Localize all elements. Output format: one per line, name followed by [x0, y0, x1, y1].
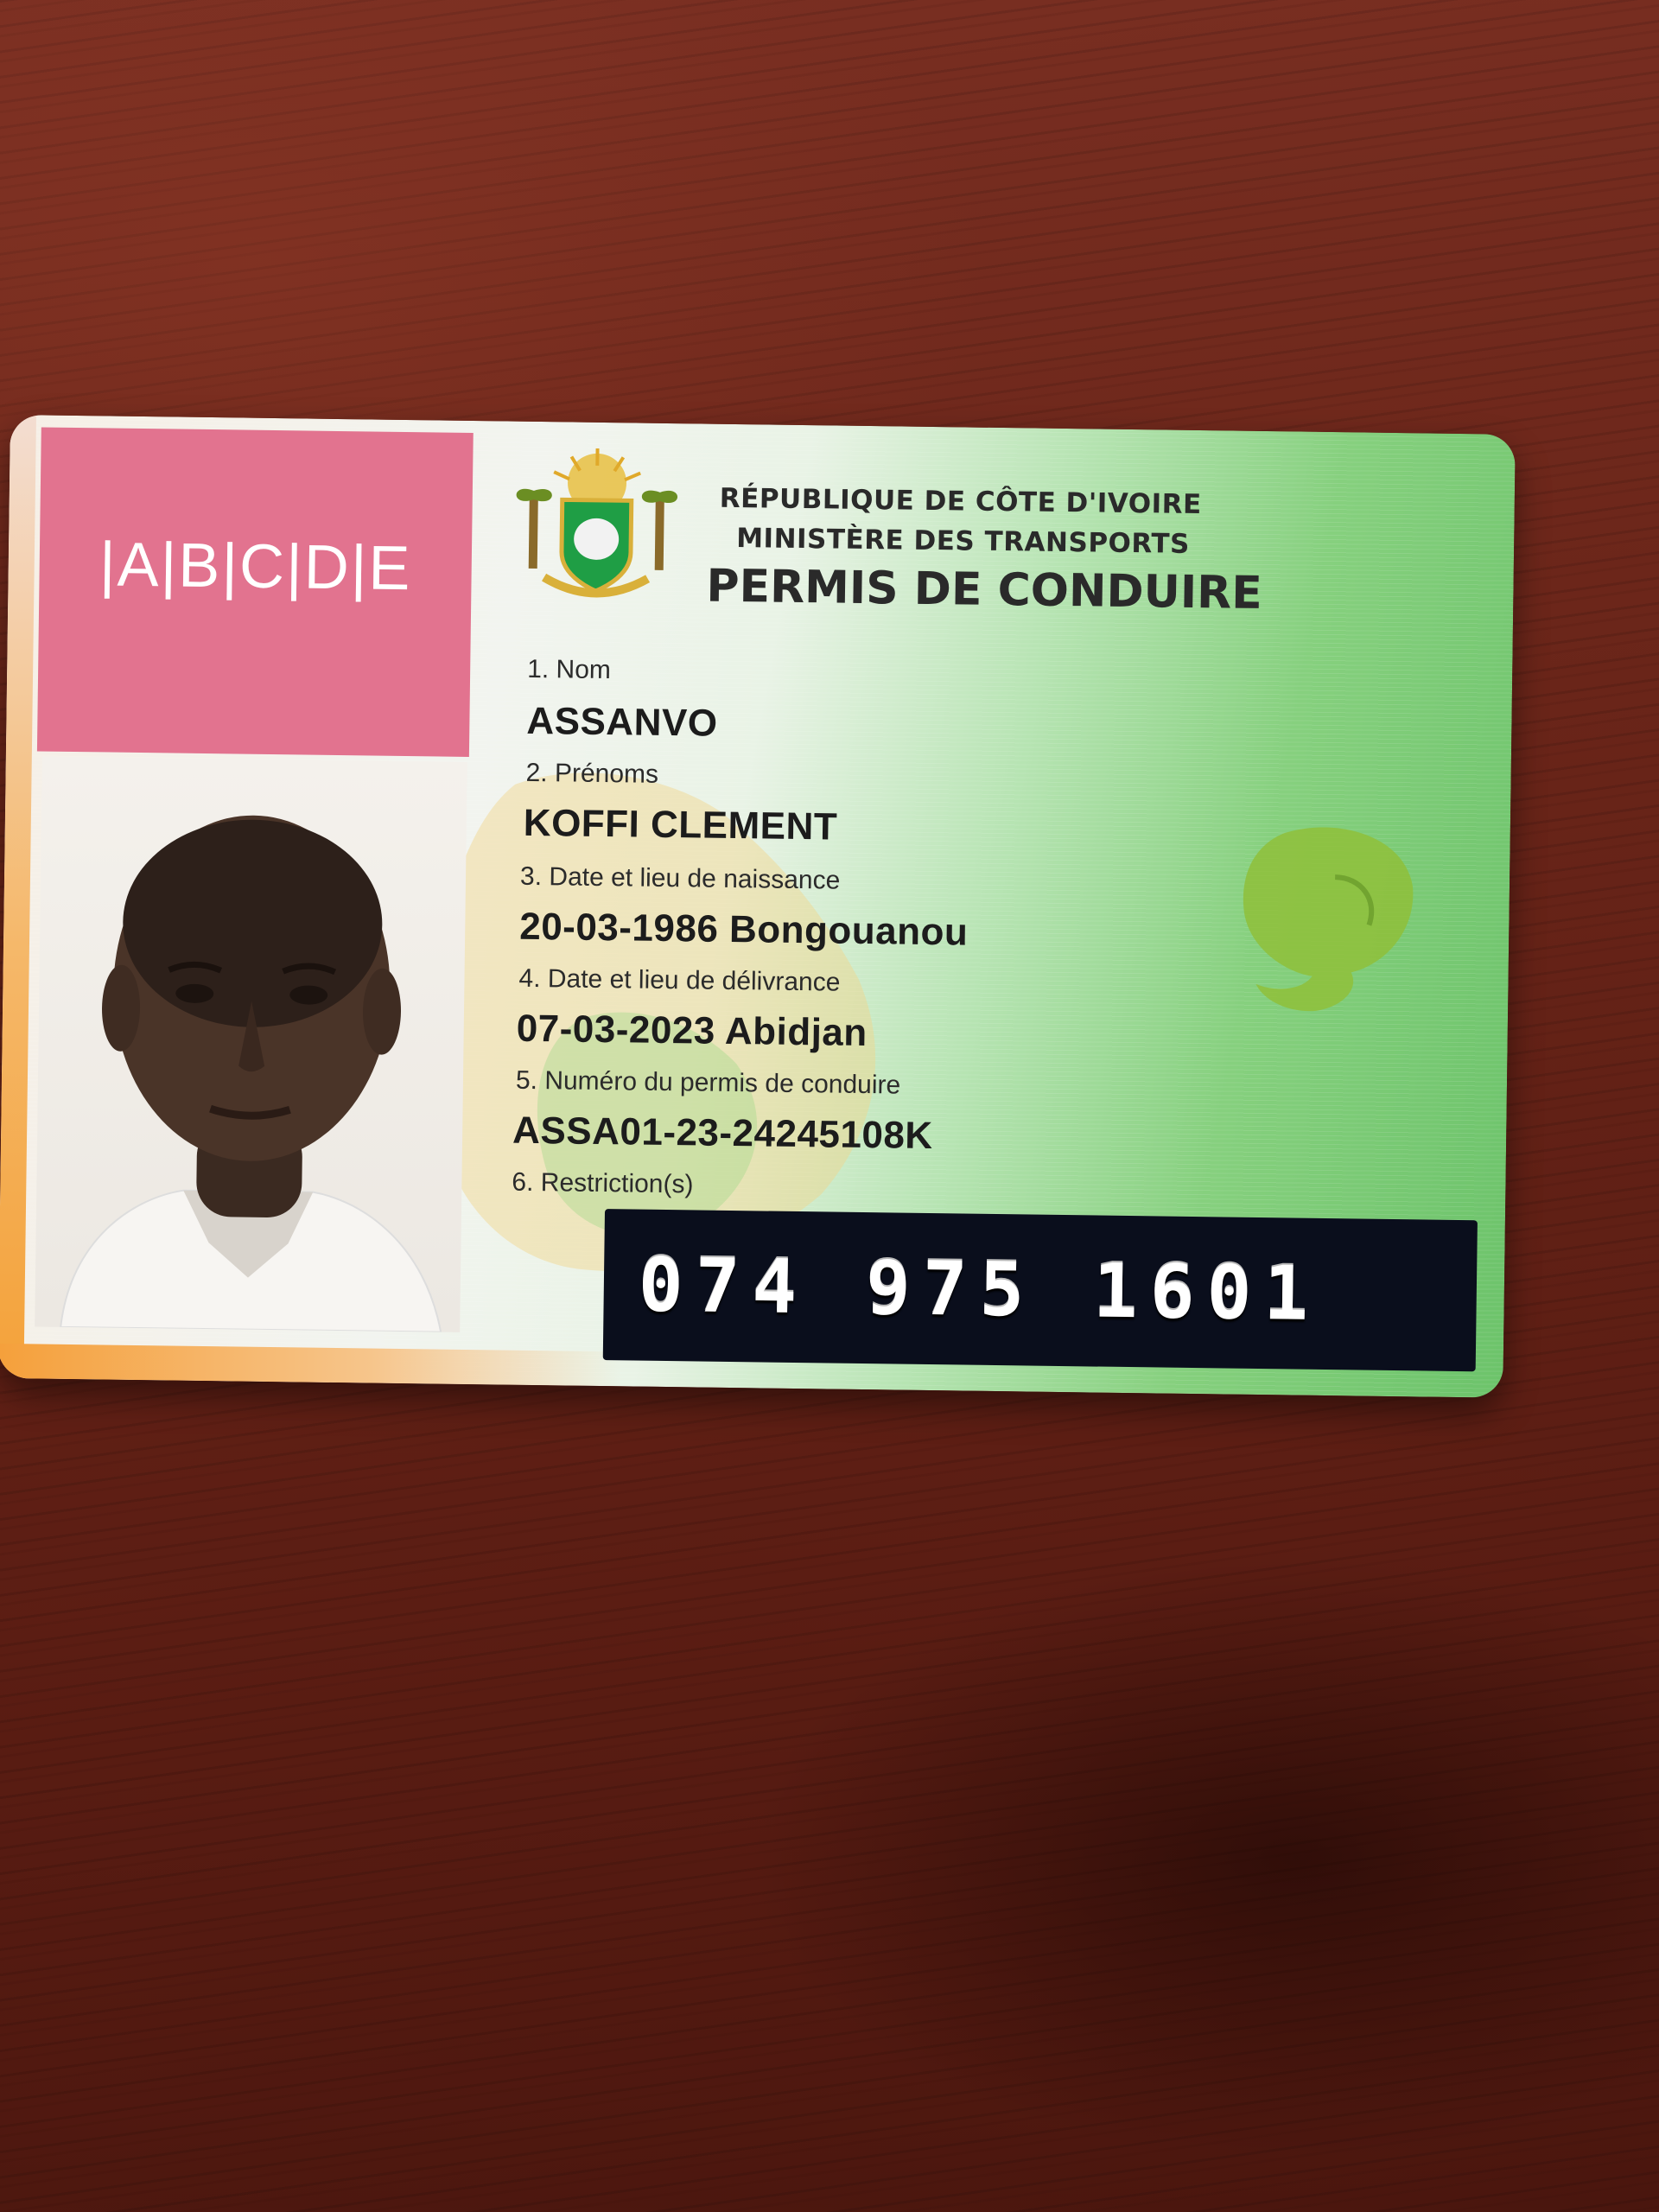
field-label-nom: 1. Nom: [526, 654, 612, 685]
card-title: PERMIS DE CONDUIRE: [706, 560, 1263, 620]
license-categories-box: [37, 427, 474, 757]
field-value-naissance: 20-03-1986 Bongouanou: [518, 905, 969, 954]
license-categories: |A|B|C|D|E: [99, 529, 413, 603]
license-fields: [512, 654, 1296, 1199]
field-label-delivrance: 4. Date et lieu de délivrance: [518, 963, 841, 997]
field-label-naissance: 3. Date et lieu de naissance: [519, 861, 841, 895]
elephant-hologram-icon: [1230, 816, 1422, 1017]
card-header: [509, 448, 1496, 620]
embossed-serial-number-box: [603, 1209, 1478, 1371]
field-value-numero: ASSA01-23-24245108K: [512, 1109, 933, 1158]
coat-of-arms-icon: [509, 448, 683, 606]
field-value-prenoms: KOFFI CLEMENT: [523, 801, 838, 849]
field-value-delivrance: 07-03-2023 Abidjan: [516, 1007, 868, 1055]
field-label-prenoms: 2. Prénoms: [525, 758, 659, 789]
driving-license-card: [0, 415, 1516, 1398]
header-republic: RÉPUBLIQUE DE CÔTE D'IVOIRE: [719, 482, 1202, 521]
field-value-nom: ASSANVO: [526, 699, 718, 745]
holder-photo: [35, 757, 467, 1332]
serial-number: 074 975 1601: [638, 1242, 1321, 1338]
field-label-restrictions: 6. Restriction(s): [512, 1167, 694, 1199]
header-ministry: MINISTÈRE DES TRANSPORTS: [735, 523, 1191, 560]
field-label-numero: 5. Numéro du permis de conduire: [515, 1065, 901, 1100]
holder-portrait-image: [35, 757, 467, 1332]
